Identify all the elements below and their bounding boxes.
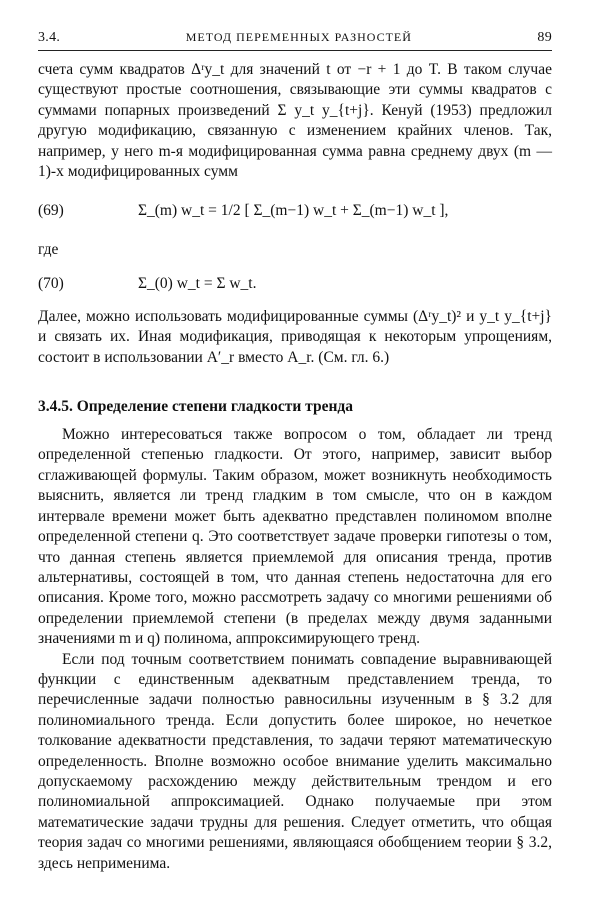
section-heading: 3.4.5. Определение степени гладкости тренда xyxy=(38,398,354,416)
intro-paragraph: счета сумм квадратов Δʳy_t для значений t от −r + 1 до T. В таком случае существуют простые соотношения, связывающие эти суммы квадратов с суммами попарных произведений Σ y_t y_{t+j}. Кенуй (1953) предложил другую модификацию, связанную с изменением крайних членов. Так, например, у него m-я модифицированная сумма равна среднему двух (m — 1)-х модифицированных сумм xyxy=(38,61,552,181)
body-paragraph-1: Можно интересоваться также вопросом о том, обладает ли тренд определенной степенью гладкости. От этого, например, зависит выбор сглаживающей формулы. Таким образом, может возникнуть необходимость выяснить, является ли тренд гладким в том смысле, что он в каждом интервале времени может быть адекватно представлен полиномом вполне определенной степени q. Это соответствует задаче проверки гипотезы о том, что данная степень является приемлемой для описания тренда, против альтернативы, состоящей в том, что данная степень недостаточна для его описания. Кроме того, можно рассмотреть задачу со многими решениями об определении приемлемой степени (в пределах между двумя заданными значениями m и q) полинома, аппроксимирующего тренд. xyxy=(38,426,552,648)
formula-69-body xyxy=(138,202,552,220)
body-paragraph-2: Если под точным соответствием понимать совпадение выравнивающей функции с единственным адекватным представлением тренда, то перечисленные задачи полностью равносильны изученным в § 3.2 для полиномиального тренда. Если допустить более широкое, но нечеткое толкование адекватности представления, то задачи теряют математическую определенность. Вполне возможно особое внимание уделить максимально допускаемому расхождению между действительным трендом и его полиномиальной аппроксимацией. Однако получаемые при этом математические задачи трудны для решения. Следует отметить, что общая теория задач со многими решениями, являющаяся обобщением теории § 3.2, здесь неприменима. xyxy=(38,650,552,872)
after-formula-paragraph: Далее, можно использовать модифицированные суммы (Δʳy_t)² и y_t y_{t+j} и связать их. Иная модификация, приводящая к некоторым упрощениям, состоит в использовании A′_r вместо A_r. (См. гл. 6.) xyxy=(38,307,552,366)
where-label: где xyxy=(38,241,59,259)
page-number: 89 xyxy=(537,30,552,45)
formula-70-body xyxy=(138,275,552,293)
formula-70 xyxy=(38,261,552,307)
header-chapter-title: МЕТОД ПЕРЕМЕННЫХ РАЗНОСТЕЙ xyxy=(185,30,412,44)
formula-69 xyxy=(38,182,552,240)
header-section-number: 3.4. xyxy=(38,30,61,45)
running-header xyxy=(38,30,552,51)
formula-70-label: (70) xyxy=(38,274,64,292)
formula-70-text: Σ_(0) w_t = Σ w_t. xyxy=(138,274,257,292)
formula-69-label: (69) xyxy=(38,202,64,220)
formula-69-text: Σ_(m) w_t = 1/2 [ Σ_(m−1) w_t + Σ_(m−1) w_t ], xyxy=(138,202,449,220)
document-page xyxy=(38,30,552,874)
